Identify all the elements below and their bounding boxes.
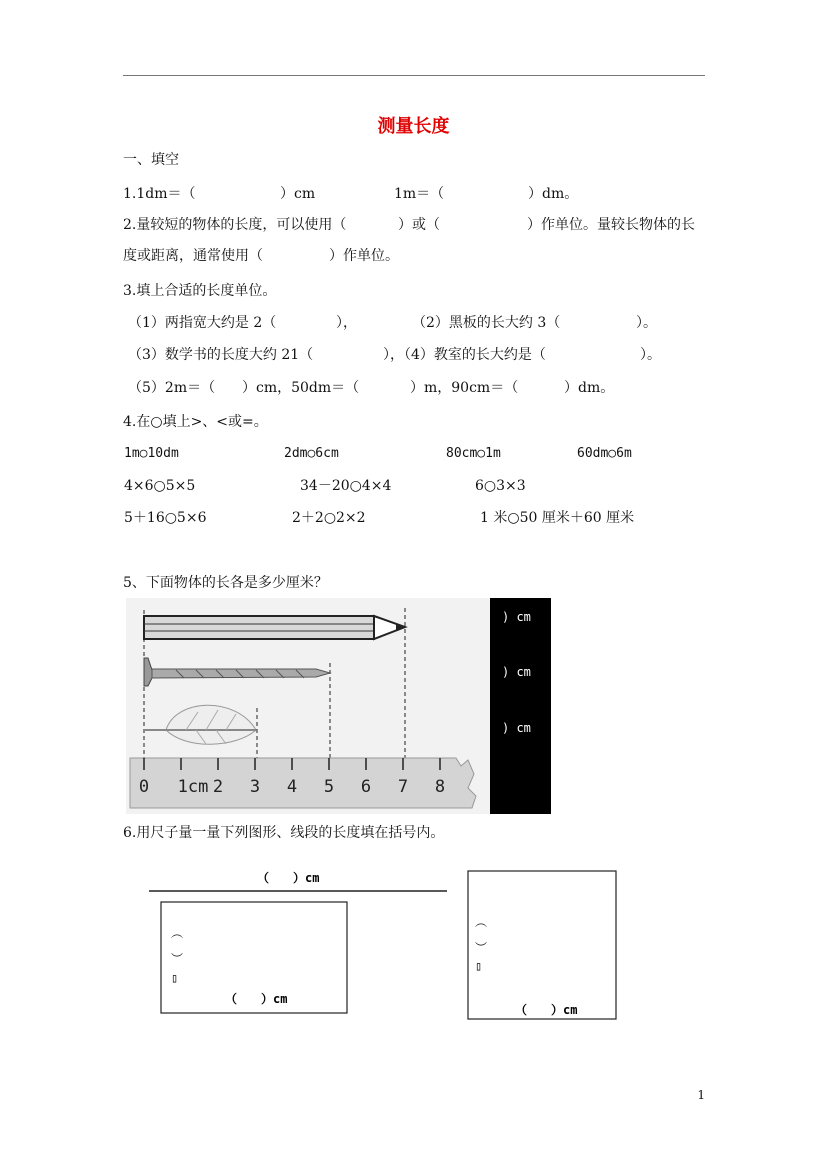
q1-part-b: ）cm: [280, 186, 316, 202]
q5-header: 5、下面物体的长各是多少厘米？: [123, 575, 328, 591]
q4-item: 1 米○50 厘米＋60 厘米: [480, 510, 635, 526]
pencil-answer: ) cm: [502, 610, 531, 624]
q4-item: 80cm○1m: [446, 446, 501, 461]
ruler-label: 7: [397, 777, 409, 797]
q3-header: 3.填上合适的长度单位。: [123, 283, 277, 299]
q2-line2-b: ）作单位。: [329, 248, 399, 264]
q3-r1-b: ），: [336, 315, 357, 331]
square-side-mark: ︵: [475, 915, 488, 929]
section-heading: 一、填空: [123, 152, 179, 168]
q4-item: 2dm○6cm: [284, 446, 339, 461]
ruler-label: 1cm: [177, 777, 209, 797]
leaf-answer: ) cm: [502, 721, 531, 735]
rectangle-answer: （ ）cm: [225, 992, 288, 1006]
page-number: 1: [697, 1088, 705, 1102]
rect-side-mark: ︶: [171, 952, 184, 966]
ruler: [130, 758, 476, 808]
segment-answer: （ ）cm: [257, 871, 320, 885]
ruler-label: 5: [323, 777, 335, 797]
q2-line1-c: ）作单位。量较长物体的长: [527, 217, 695, 233]
q4-item: 4×6○5×5: [124, 478, 196, 494]
header-rule: [123, 75, 705, 76]
q3-r3-c: ）m，90cm＝（: [410, 380, 519, 396]
q1-part-a: 1.1dm＝（: [123, 186, 196, 202]
q4-header: 4.在○填上>、<或=。: [123, 414, 268, 430]
ruler-label: 2: [212, 777, 224, 797]
page-title: 测量长度: [377, 116, 450, 137]
ruler-measurement-figure: [126, 598, 551, 814]
rect-side-mark: ︵: [171, 926, 184, 940]
ruler-label: 0: [138, 777, 150, 797]
q2-line1-a: 2.量较短的物体的长度，可以使用（: [123, 217, 347, 233]
q3-r3-b: ）cm，50dm＝（: [242, 380, 360, 396]
q1-part-c: 1m＝（: [394, 186, 445, 202]
ruler-label: 4: [286, 777, 298, 797]
ruler-label: 3: [249, 777, 261, 797]
ruler-label: 8: [434, 777, 446, 797]
nail-answer: ) cm: [502, 665, 531, 679]
q2-line1-b: ）或（: [398, 217, 440, 233]
q4-item: 60dm○6m: [577, 446, 632, 461]
q3-r1-a: （1）两指宽大约是 2（: [128, 315, 277, 331]
q3-r3-a: （5）2m＝（: [128, 380, 216, 396]
square-side-mark: ︶: [475, 941, 488, 955]
measure-shapes-figure: [145, 860, 625, 1024]
answer-panel: [490, 598, 551, 814]
q3-r2-b: ），（4）教室的长大约是（: [383, 347, 546, 363]
q2-line2-a: 度或距离，通常使用（: [123, 248, 263, 264]
q3-r1-c: （2）黑板的长大约 3（: [412, 315, 561, 331]
rect-side-mark: ▯: [171, 971, 179, 985]
q3-r2-a: （3）数学书的长度大约 21（: [128, 347, 314, 363]
q4-item: 6○3×3: [475, 478, 526, 494]
ruler-label: 6: [360, 777, 372, 797]
q4-item: 34－20○4×4: [300, 478, 392, 494]
q6-header: 6.用尺子量一量下列图形、线段的长度填在括号内。: [123, 825, 445, 841]
square-shape: [468, 871, 616, 1019]
pencil-icon: [144, 616, 405, 639]
q4-item: 1m○10dm: [124, 446, 179, 461]
square-answer: （ ）cm: [515, 1003, 578, 1017]
q4-item: 2＋2○2×2: [292, 510, 366, 526]
q1-part-d: ）dm。: [528, 186, 579, 202]
q3-r2-c: ）。: [640, 347, 661, 363]
q3-r3-d: ）dm。: [564, 380, 615, 396]
q3-r1-d: ）。: [636, 315, 657, 331]
q4-item: 5＋16○5×6: [124, 510, 207, 526]
square-side-mark: ▯: [475, 959, 483, 973]
